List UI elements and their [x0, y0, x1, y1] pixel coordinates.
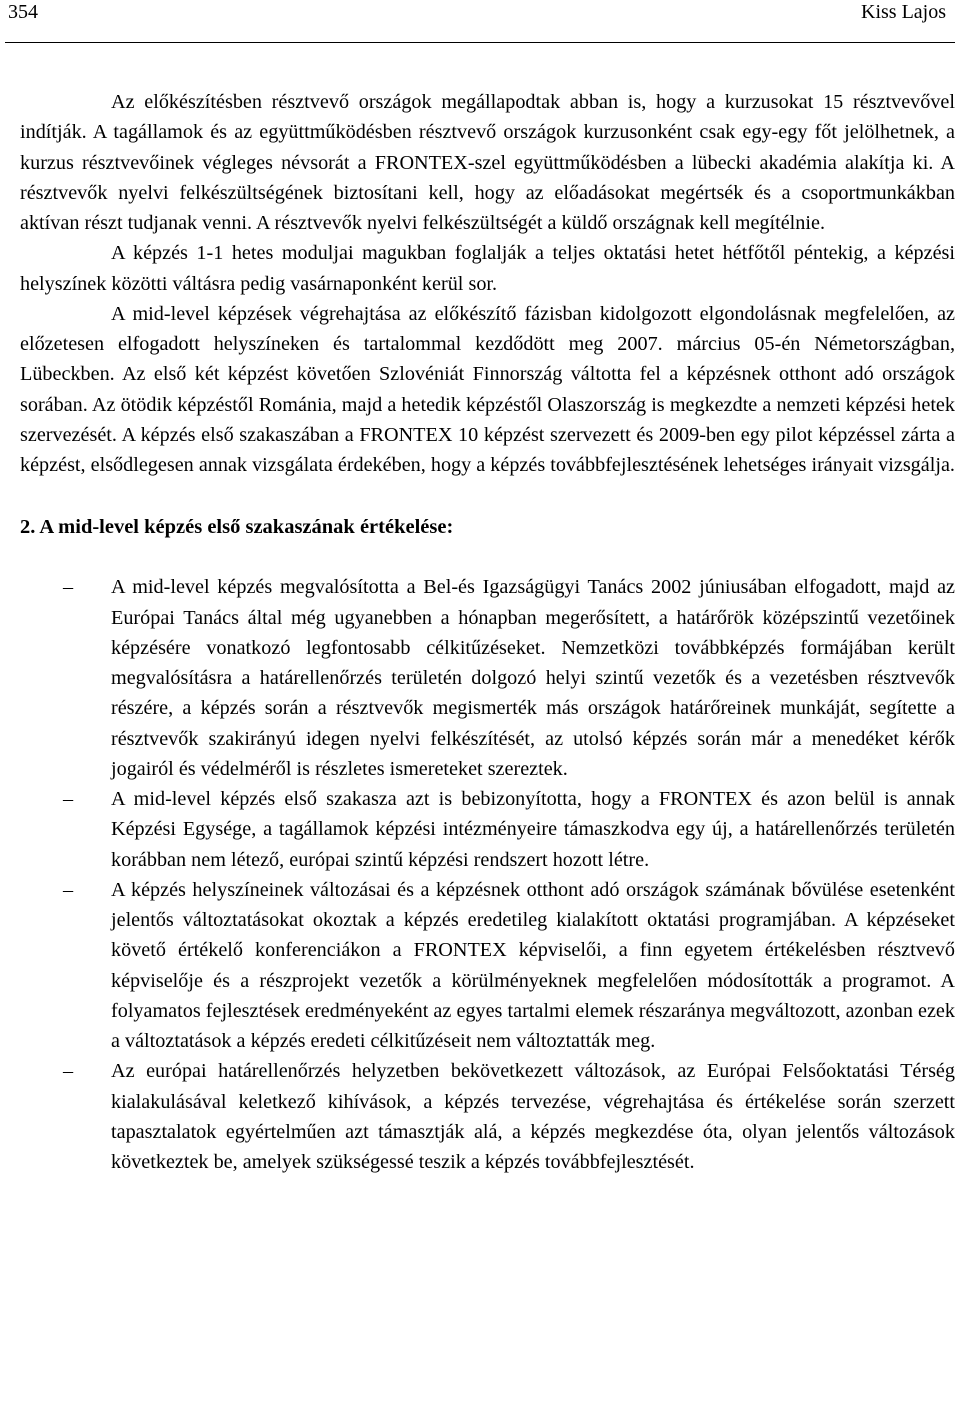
list-item-text: A képzés helyszíneinek változásai és a képzésnek otthont adó országok számának bővülése esetenként jelentős változtatásokat okoztak a képzés eredetileg kialakított oktatási programjában. A képzéseket követő értékelő konferenciákon a FRONTEX képviselői, a finn egyetem értékelésben résztvevő képviselője és a részprojekt vezetők a körülményeknek megfelelően módosították a programot. A folyamatos fejlesztések eredményeként az egyes tartalmi elemek részaránya megváltozott, azonban ezek a változtatások a képzés eredeti célkitűzéseit nem változtatták meg. [111, 878, 955, 1052]
list-item [20, 784, 955, 875]
list-item-text: A mid-level képzés első szakasza azt is bebizonyította, hogy a FRONTEX és azon belül is annak Képzési Egysége, a tagállamok képzési intézményeire támaszkodva egy új, a határellenőrzés területén korábban nem létező, európai szintű képzési rendszert hozott létre. [111, 788, 955, 871]
list-item [20, 875, 955, 1057]
evaluation-list [20, 572, 955, 1177]
running-header-author: Kiss Lajos [861, 1, 946, 23]
dash-bullet-icon: – [63, 878, 74, 901]
list-item [20, 1056, 955, 1177]
section-heading: 2. A mid-level képzés első szakaszának értékelése: [20, 516, 454, 539]
list-item-text: A mid-level képzés megvalósította a Bel-és Igazságügyi Tanács 2002 júniusában elfogadott, majd az Európai Tanács által még ugyanebben a hónapban megerősített, a határőrök középszintű vezetőinek képzésére vonatkozó legfontosabb célkitűzéseket. Nemzetközi továbbképzés formájában került megvalósításra a határellenőrzés területén dolgozó helyi szintű vezetők és a vezetésben résztvevők részére, a képzés során a résztvevők megismerték más országok határőreinek munkáját, segítette a résztvevők szakirányú idegen nyelvi felkészítését, az utolsó képzés során már a menedéket kérők jogairól és védelméről is részletes ismereteket szereztek. [111, 576, 955, 780]
paragraph-1: Az előkészítésben résztvevő országok megállapodtak abban is, hogy a kurzusokat 15 résztvevővel indítják. A tagállamok és az együttműködésben résztvevő országok kurzusonként csak egy-egy főt jelölhetnek, a kurzus résztvevőinek végleges névsorát a FRONTEX-szel együttműködésben a lübecki akadémia alakítja ki. A résztvevők nyelvi felkészültségének biztosítani kell, hogy az előadásokat megértsék és a csoportmunkákban aktívan részt tudjanak venni. A résztvevők nyelvi felkészültségét a küldő országnak kell megítélnie. [20, 91, 955, 234]
page-number: 354 [8, 1, 38, 23]
dash-bullet-icon: – [63, 788, 74, 810]
list-item [20, 572, 955, 784]
page-header [0, 0, 960, 44]
dash-bullet-icon: – [63, 1060, 74, 1083]
paragraph-3: A mid-level képzések végrehajtása az előkészítő fázisban kidolgozott elgondolásnak megfelelően, az előzetesen elfogadott helyszíneken és tartalommal kezdődött meg 2007. március 05-én Németországban, Lübeckben. Az első két képzést követően Szlovéniát Finnország váltotta fel a képzésnek otthont adó országok sorában. Az ötödik képzéstől Románia, majd a hetedik képzéstől Olaszország is megkezdte a nemzeti képzési hetek szervezését. A képzés első szakaszában a FRONTEX 10 képzést szervezett és 2009-ben egy pilot képzéssel zárta a képzést, elsődlegesen annak vizsgálata érdekében, hogy a képzés továbbfejlesztésének lehetséges irányait vizsgálja. [20, 302, 955, 476]
header-rule [5, 42, 955, 43]
body-text [20, 87, 955, 1177]
paragraph-2: A képzés 1-1 hetes moduljai magukban foglalják a teljes oktatási hetet hétfőtől péntekig, a képzési helyszínek közötti váltásra pedig vasárnaponként kerül sor. [20, 242, 955, 295]
dash-bullet-icon: – [63, 576, 74, 599]
list-item-text: Az európai határellenőrzés helyzetben bekövetkezett változások, az Európai Felsőoktatási Térség kialakulásával keletkező kihívások, a képzés tervezése, végrehajtása és értékelése során szerzett tapasztalatok egyértelműen azt támasztják alá, a képzés megkezdése óta, olyan jelentős változások következtek be, amelyek szükségessé teszik a képzés továbbfejlesztését. [111, 1060, 955, 1173]
